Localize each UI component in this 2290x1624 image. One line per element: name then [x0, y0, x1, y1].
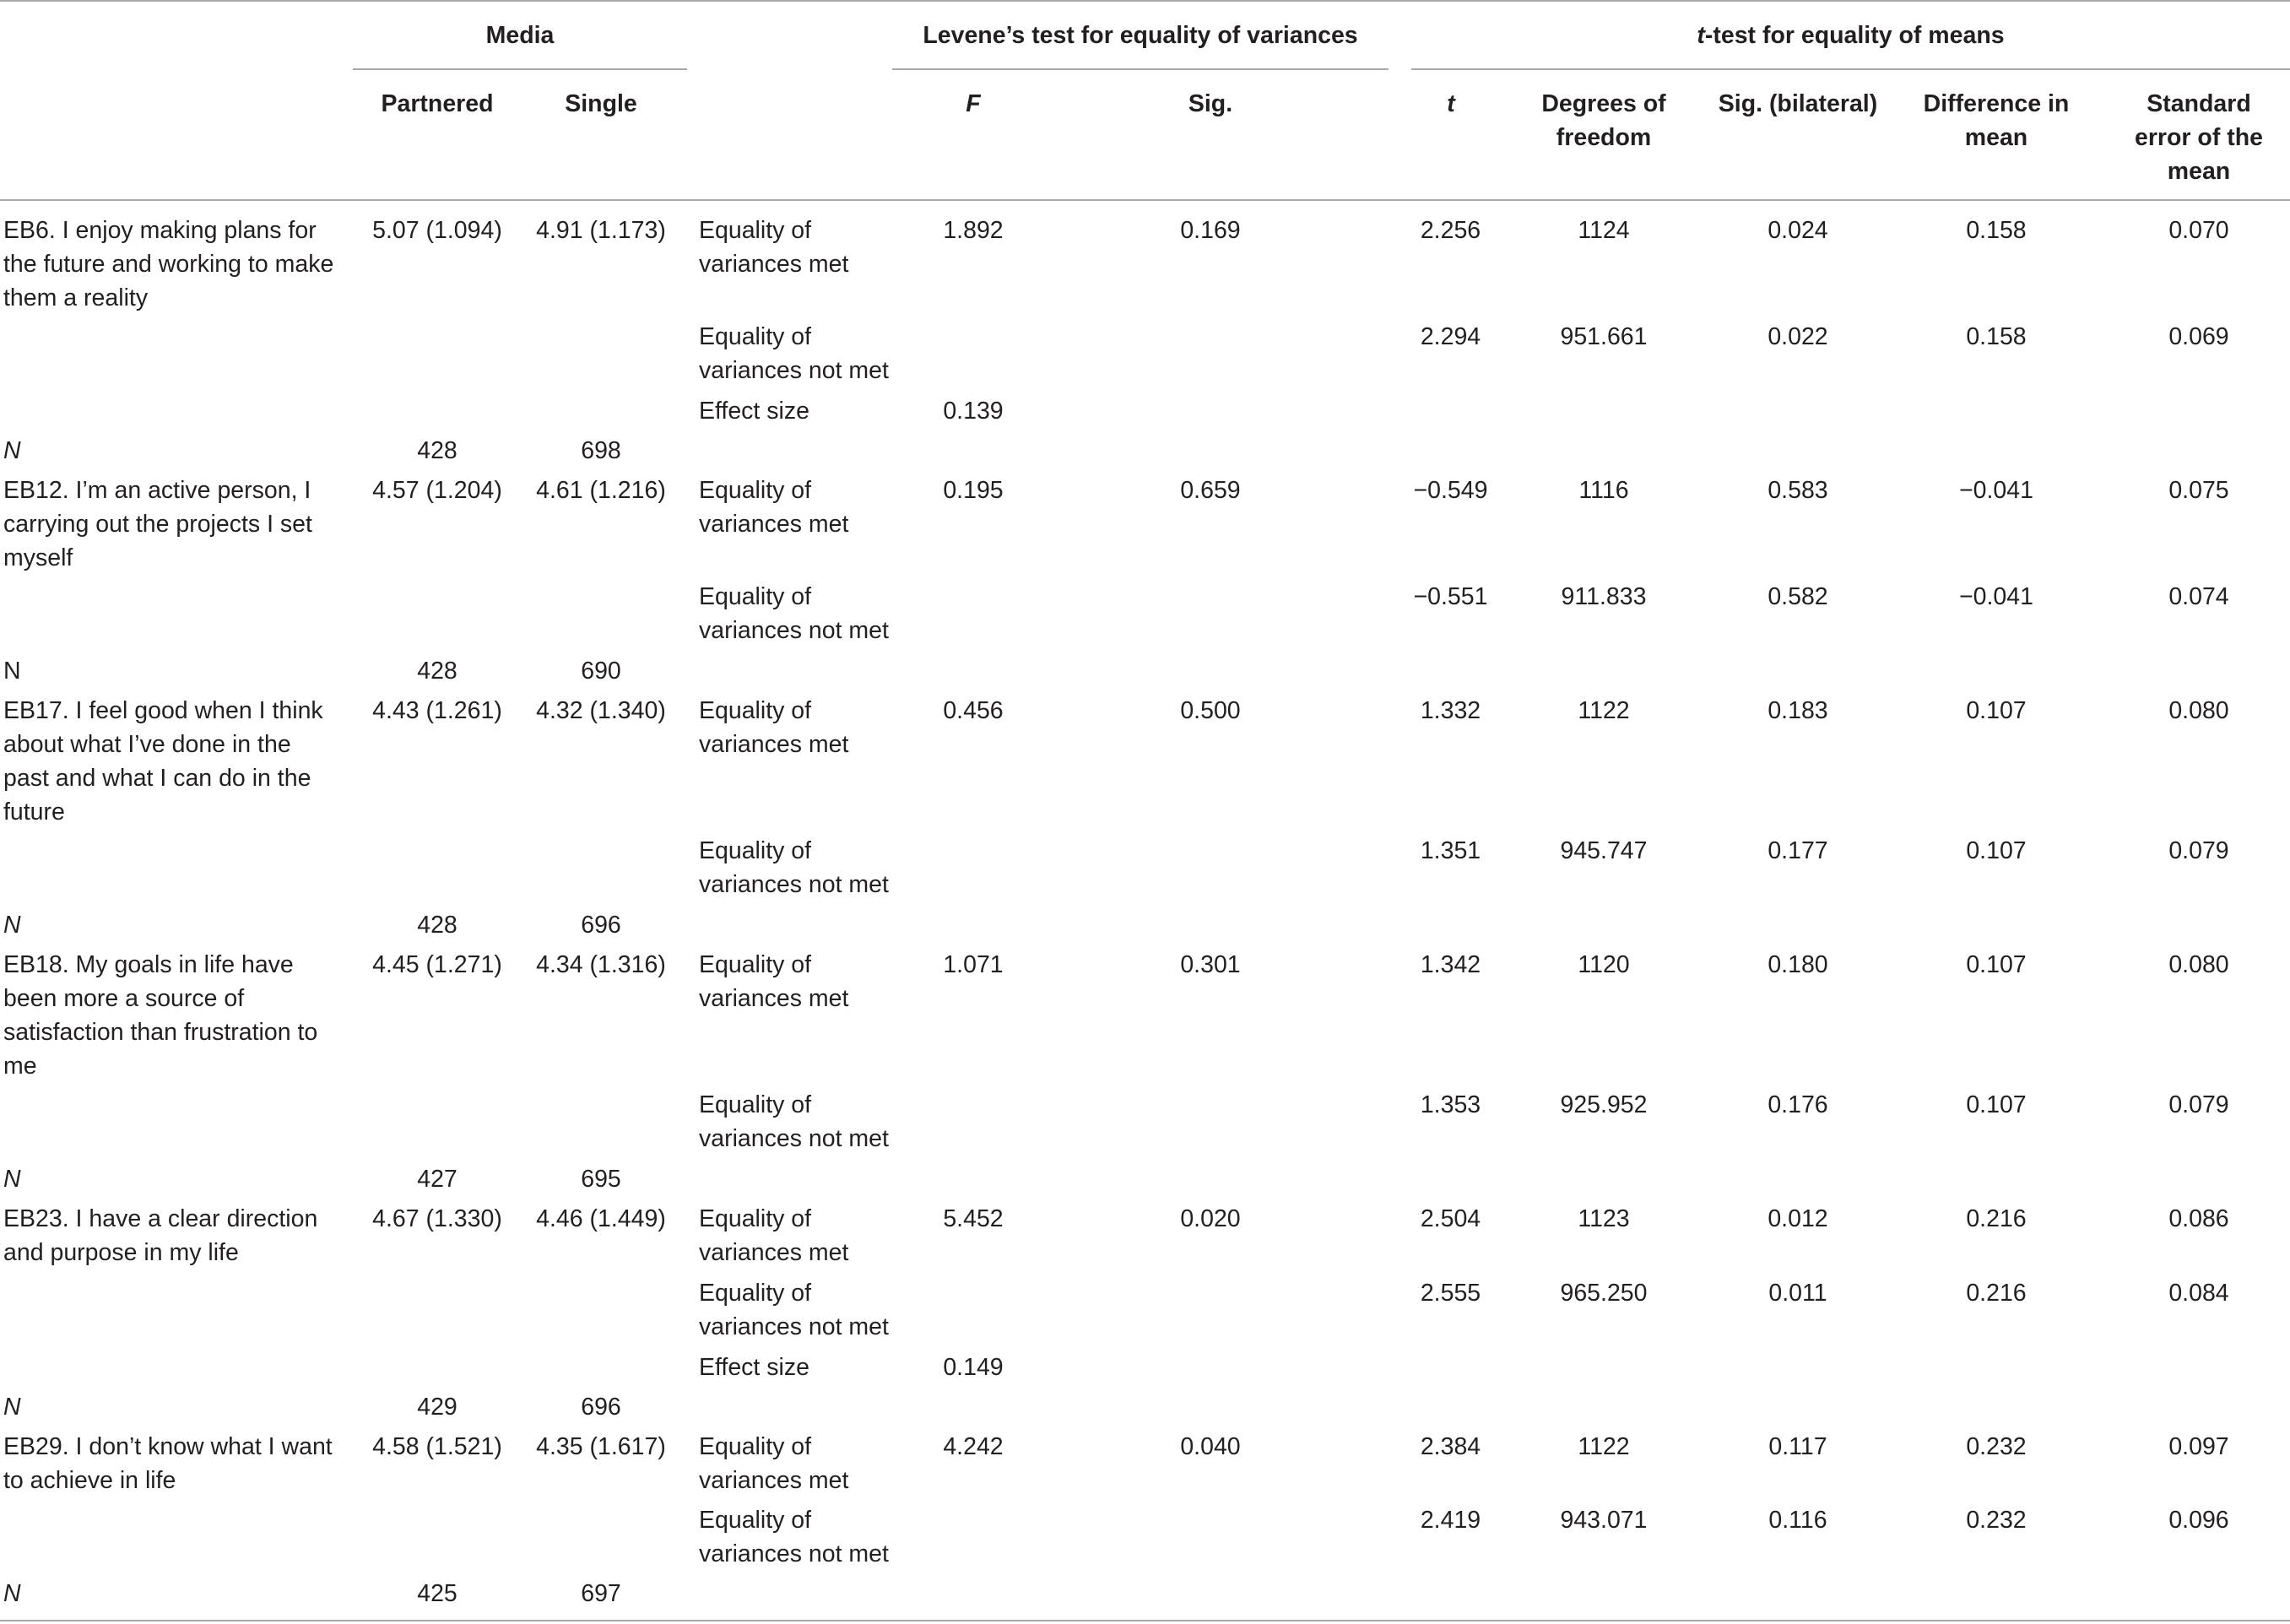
item-text: future [3, 798, 65, 826]
not-met-sig2: 0.116 [1768, 1507, 1827, 1534]
item-text: EB23. I have a clear direction [3, 1205, 318, 1232]
col-sig-bilateral: Sig. (bilateral) [1718, 90, 1878, 117]
row-label-met: variances met [699, 511, 849, 538]
row-label-not-met: variances not met [699, 1125, 889, 1152]
levene-sig: 0.040 [1180, 1433, 1241, 1460]
partnered-mean-sd: 4.58 (1.521) [372, 1433, 502, 1460]
item-text: about what I’ve done in the [3, 731, 291, 758]
not-met-se: 0.079 [2168, 837, 2229, 864]
ttest-header-t: t [1697, 22, 1705, 49]
met-t: −0.549 [1413, 477, 1488, 504]
row-label-met: variances met [699, 985, 849, 1012]
n-partnered: 425 [417, 1580, 457, 1607]
n-single: 696 [581, 912, 621, 939]
not-met-diff: −0.041 [1959, 583, 2033, 610]
n-partnered: 429 [417, 1394, 457, 1421]
item-text: EB12. I’m an active person, I [3, 477, 311, 504]
not-met-se: 0.074 [2168, 583, 2229, 610]
met-sig2: 0.012 [1768, 1205, 1828, 1232]
not-met-t: 1.351 [1420, 837, 1481, 864]
item-text: them a reality [3, 284, 149, 311]
row-label-not-met: variances not met [699, 1313, 889, 1340]
met-t: 2.384 [1420, 1433, 1481, 1460]
ttest-header [1411, 19, 2290, 52]
col-f: F [966, 90, 981, 117]
row-label-not-met: variances not met [699, 871, 889, 898]
not-met-sig2: 0.011 [1768, 1280, 1827, 1307]
row-label-not-met: Equality of [699, 1091, 812, 1118]
met-se: 0.080 [2168, 697, 2229, 724]
n-single: 690 [581, 658, 621, 685]
row-label-met: Equality of [699, 217, 812, 244]
row-label-met: Equality of [699, 1205, 812, 1232]
not-met-df: 945.747 [1560, 837, 1648, 864]
ttest-header-rest: -test for equality of means [1704, 22, 2005, 49]
row-label-met: variances met [699, 251, 849, 278]
item-text: the future and working to make [3, 251, 334, 278]
not-met-df: 911.833 [1561, 583, 1647, 610]
n-single: 695 [581, 1166, 621, 1193]
not-met-diff: 0.216 [1966, 1280, 2027, 1307]
levene-f: 0.195 [943, 477, 1004, 504]
col-sig: Sig. [1188, 90, 1233, 117]
met-sig2: 0.180 [1768, 951, 1828, 978]
col-diff-1: Difference in [1923, 90, 2070, 117]
effect-size-label: Effect size [699, 398, 809, 425]
levene-sig: 0.500 [1180, 697, 1241, 724]
not-met-diff: 0.232 [1966, 1507, 2027, 1534]
not-met-t: 2.555 [1420, 1280, 1481, 1307]
single-mean-sd: 4.34 (1.316) [536, 951, 666, 978]
met-se: 0.086 [2168, 1205, 2229, 1232]
levene-f: 5.452 [943, 1205, 1004, 1232]
item-text: past and what I can do in the [3, 765, 311, 792]
met-se: 0.075 [2168, 477, 2229, 504]
effect-size-label: Effect size [699, 1354, 809, 1381]
not-met-se: 0.096 [2168, 1507, 2229, 1534]
met-df: 1122 [1578, 1433, 1630, 1460]
partnered-mean-sd: 4.45 (1.271) [372, 951, 502, 978]
item-text: EB6. I enjoy making plans for [3, 217, 317, 244]
met-df: 1116 [1578, 477, 1629, 504]
met-diff: 0.232 [1966, 1433, 2027, 1460]
single-mean-sd: 4.91 (1.173) [536, 217, 666, 244]
n-label: N [3, 1394, 21, 1421]
n-partnered: 428 [417, 658, 457, 685]
row-label-met: Equality of [699, 477, 812, 504]
item-text: and purpose in my life [3, 1239, 239, 1266]
met-diff: 0.158 [1966, 217, 2027, 244]
item-text: EB18. My goals in life have [3, 951, 294, 978]
n-label: N [3, 1580, 21, 1607]
n-partnered: 427 [417, 1166, 457, 1193]
row-label-not-met: Equality of [699, 1280, 812, 1307]
met-se: 0.097 [2168, 1433, 2229, 1460]
top-rule [0, 0, 2290, 2]
not-met-se: 0.084 [2168, 1280, 2229, 1307]
n-label: N [3, 437, 21, 464]
levene-f: 0.456 [943, 697, 1004, 724]
n-partnered: 428 [417, 437, 457, 464]
not-met-df: 925.952 [1560, 1091, 1648, 1118]
not-met-t: −0.551 [1413, 583, 1488, 610]
effect-size-value: 0.139 [943, 398, 1004, 425]
met-sig2: 0.583 [1768, 477, 1828, 504]
item-text: carrying out the projects I set [3, 511, 312, 538]
n-single: 697 [581, 1580, 621, 1607]
n-label: N [3, 1166, 21, 1193]
partnered-mean-sd: 5.07 (1.094) [372, 217, 502, 244]
row-label-met: Equality of [699, 697, 812, 724]
item-text: been more a source of [3, 985, 245, 1012]
levene-sig: 0.301 [1180, 951, 1241, 978]
item-text: satisfaction than frustration to [3, 1019, 318, 1046]
not-met-t: 2.419 [1420, 1507, 1481, 1534]
row-label-met: variances met [699, 1239, 849, 1266]
row-label-met: Equality of [699, 1433, 812, 1460]
not-met-df: 965.250 [1560, 1280, 1648, 1307]
met-se: 0.070 [2168, 217, 2229, 244]
not-met-se: 0.069 [2168, 323, 2229, 350]
not-met-t: 2.294 [1420, 323, 1481, 350]
not-met-diff: 0.107 [1966, 837, 2027, 864]
row-label-not-met: variances not met [699, 357, 889, 384]
met-df: 1120 [1578, 951, 1630, 978]
col-se-2: error of the [2134, 124, 2264, 151]
not-met-df: 951.661 [1560, 323, 1648, 350]
col-partnered: Partnered [381, 90, 494, 117]
col-diff-2: mean [1964, 124, 2028, 151]
met-se: 0.080 [2168, 951, 2229, 978]
ttest-rule [1411, 68, 2290, 70]
col-df-2: freedom [1556, 124, 1652, 151]
met-diff: 0.107 [1966, 697, 2027, 724]
levene-rule [892, 68, 1389, 70]
header-bottom-rule [0, 199, 2290, 201]
met-t: 2.504 [1420, 1205, 1481, 1232]
levene-f: 1.892 [943, 217, 1004, 244]
not-met-df: 943.071 [1560, 1507, 1648, 1534]
levene-sig: 0.659 [1180, 477, 1241, 504]
met-t: 1.342 [1420, 951, 1481, 978]
effect-size-value: 0.149 [943, 1354, 1004, 1381]
partnered-mean-sd: 4.43 (1.261) [372, 697, 502, 724]
not-met-sig2: 0.022 [1768, 323, 1828, 350]
row-label-not-met: Equality of [699, 837, 812, 864]
col-single: Single [565, 90, 637, 117]
n-label: N [3, 658, 21, 685]
levene-sig: 0.169 [1180, 217, 1241, 244]
met-sig2: 0.024 [1768, 217, 1828, 244]
met-sig2: 0.183 [1768, 697, 1828, 724]
levene-f: 4.242 [943, 1433, 1004, 1460]
item-text: myself [3, 544, 73, 571]
levene-header: Levene’s test for equality of variances [923, 22, 1358, 49]
row-label-not-met: Equality of [699, 1507, 812, 1534]
n-single: 696 [581, 1394, 621, 1421]
item-text: EB29. I don’t know what I want [3, 1433, 333, 1460]
partnered-mean-sd: 4.67 (1.330) [372, 1205, 502, 1232]
col-se-3: mean [2167, 158, 2231, 185]
row-label-not-met: variances not met [699, 617, 889, 644]
row-label-not-met: Equality of [699, 323, 812, 350]
item-text: EB17. I feel good when I think [3, 697, 323, 724]
met-diff: 0.107 [1966, 951, 2027, 978]
col-df-1: Degrees of [1541, 90, 1666, 117]
levene-f: 1.071 [943, 951, 1004, 978]
media-rule [353, 68, 687, 70]
row-label-met: variances met [699, 1467, 849, 1494]
not-met-diff: 0.107 [1966, 1091, 2027, 1118]
col-se-1: Standard [2147, 90, 2251, 117]
row-label-met: variances met [699, 731, 849, 758]
single-mean-sd: 4.32 (1.340) [536, 697, 666, 724]
not-met-sig2: 0.582 [1768, 583, 1828, 610]
n-partnered: 428 [417, 912, 457, 939]
item-text: me [3, 1053, 37, 1080]
partnered-mean-sd: 4.57 (1.204) [372, 477, 502, 504]
row-label-not-met: Equality of [699, 583, 812, 610]
not-met-diff: 0.158 [1966, 323, 2027, 350]
single-mean-sd: 4.35 (1.617) [536, 1433, 666, 1460]
n-single: 698 [581, 437, 621, 464]
col-t: t [1447, 90, 1455, 117]
not-met-sig2: 0.176 [1768, 1091, 1828, 1118]
met-t: 2.256 [1420, 217, 1481, 244]
n-label: N [3, 912, 21, 939]
single-mean-sd: 4.46 (1.449) [536, 1205, 666, 1232]
met-df: 1123 [1578, 1205, 1630, 1232]
bottom-rule [0, 1620, 2290, 1621]
not-met-t: 1.353 [1420, 1091, 1481, 1118]
single-mean-sd: 4.61 (1.216) [536, 477, 666, 504]
levene-sig: 0.020 [1180, 1205, 1241, 1232]
met-diff: −0.041 [1959, 477, 2033, 504]
met-df: 1124 [1578, 217, 1630, 244]
item-text: to achieve in life [3, 1467, 176, 1494]
met-t: 1.332 [1420, 697, 1481, 724]
row-label-not-met: variances not met [699, 1540, 889, 1567]
met-sig2: 0.117 [1768, 1433, 1827, 1460]
met-df: 1122 [1578, 697, 1630, 724]
row-label-met: Equality of [699, 951, 812, 978]
not-met-sig2: 0.177 [1768, 837, 1828, 864]
not-met-se: 0.079 [2168, 1091, 2229, 1118]
media-header: Media [485, 22, 555, 49]
met-diff: 0.216 [1966, 1205, 2027, 1232]
